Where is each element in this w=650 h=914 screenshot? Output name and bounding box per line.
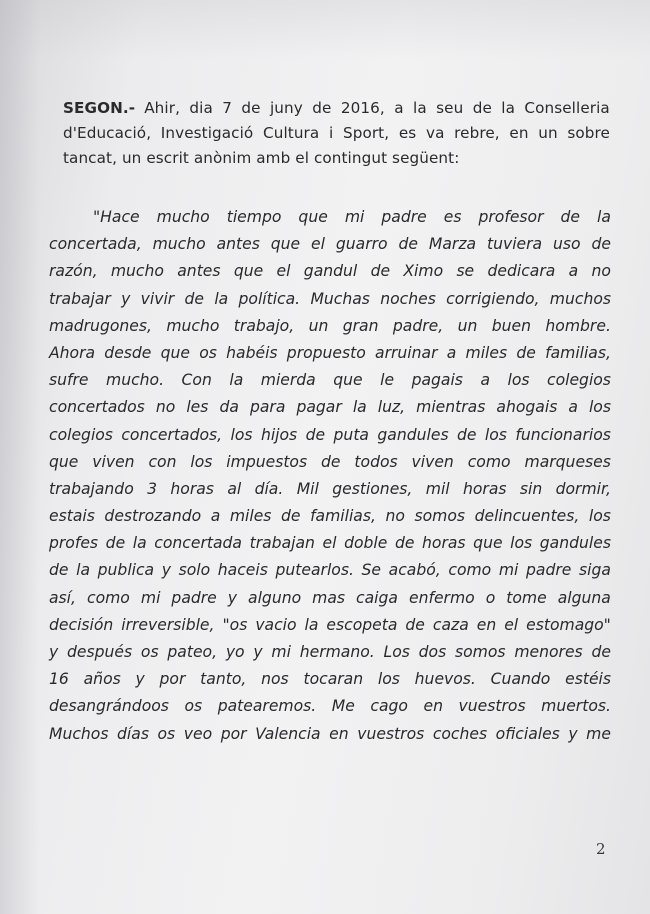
quote-line-20 — [49, 721, 611, 748]
word: Cultura — [263, 124, 320, 142]
word: Valencia — [255, 724, 321, 743]
word: y — [49, 643, 59, 661]
word: gandul — [303, 262, 358, 281]
word: mi — [344, 208, 365, 226]
word: dos — [418, 643, 447, 661]
page-number: 2 — [596, 840, 606, 858]
word: os — [199, 343, 217, 362]
word: y — [135, 670, 145, 689]
word: así, — [49, 588, 76, 607]
word: 16 — [49, 670, 69, 689]
word: publica — [97, 561, 155, 580]
word: el — [311, 235, 325, 254]
word: la — [132, 534, 147, 553]
word: los — [484, 425, 507, 444]
section-heading: SEGON.- — [63, 99, 136, 117]
word: por — [159, 670, 186, 689]
quote-line-2 — [49, 231, 611, 258]
word: enfermo — [408, 588, 475, 607]
word: a — [446, 343, 457, 362]
word: que — [160, 343, 191, 362]
word: Se — [361, 561, 382, 580]
word: y — [161, 561, 171, 580]
word: buen — [491, 316, 532, 335]
word: y — [227, 588, 238, 607]
quote-line-8 — [49, 394, 611, 421]
word: la — [304, 615, 319, 634]
word: de — [591, 643, 611, 661]
word: veo — [183, 724, 213, 743]
word: sobre — [567, 124, 610, 142]
word: a — [568, 398, 578, 417]
word: pagais — [411, 371, 463, 390]
word: tocaran — [303, 670, 364, 689]
intro-line-1-text — [144, 96, 610, 121]
word: dedicara — [487, 262, 556, 281]
intro-paragraph — [63, 96, 610, 171]
word: yo — [225, 643, 245, 661]
word: caza — [432, 615, 469, 634]
word: de — [49, 561, 69, 580]
word: por — [220, 724, 247, 743]
word: la — [214, 289, 229, 308]
word: mas — [312, 588, 346, 607]
word: corrigiendo, — [446, 289, 540, 308]
word: de — [241, 99, 261, 117]
word: gran — [342, 316, 379, 335]
word: el — [504, 615, 519, 634]
word: Ximo — [403, 262, 444, 281]
word: me — [586, 724, 611, 743]
word: tuviera — [486, 235, 543, 254]
quote-line-16 — [49, 612, 611, 639]
word: alguno — [248, 588, 302, 607]
word: años — [83, 670, 121, 689]
word: puta — [333, 425, 369, 444]
word: familias, — [310, 507, 376, 526]
word: después — [67, 643, 133, 661]
word: horas — [462, 479, 507, 498]
word: profes — [49, 534, 99, 553]
word: Ahora — [49, 343, 96, 362]
word: le — [380, 371, 395, 390]
word: los — [588, 507, 611, 526]
word: que — [233, 262, 264, 281]
word: concertada, — [49, 235, 142, 254]
quote-line-13 — [49, 530, 611, 557]
word: en — [423, 697, 443, 716]
quote-line-6 — [49, 340, 611, 367]
word: no — [385, 507, 405, 526]
word: o — [485, 588, 496, 607]
word: hombre. — [545, 316, 611, 335]
word: los — [230, 425, 253, 444]
word: irreversible, — [121, 615, 215, 634]
word: i — [328, 124, 334, 142]
quote-line-14 — [49, 557, 611, 584]
word: oficiales — [495, 724, 560, 743]
word: marqueses — [524, 452, 611, 471]
word: de — [472, 99, 492, 117]
word: y — [253, 643, 263, 661]
word: vuestros — [357, 724, 425, 743]
word: impuestos — [226, 452, 308, 471]
word: para — [249, 398, 286, 417]
word: "os — [222, 615, 248, 634]
word: Los — [383, 643, 410, 661]
word: hijos — [260, 425, 298, 444]
word: da — [219, 398, 239, 417]
word: d'Educació, — [63, 124, 152, 142]
intro-line-1 — [63, 96, 610, 121]
intro-line-2 — [63, 121, 610, 146]
word: que — [49, 452, 79, 471]
word: como — [448, 561, 492, 580]
word: ahogais — [496, 398, 558, 417]
word: estéis — [565, 670, 611, 689]
word: patearemos. — [217, 697, 317, 716]
quote-line-12 — [49, 503, 611, 530]
word: solo — [178, 561, 211, 580]
word: los — [190, 452, 213, 471]
word: juny — [269, 99, 303, 117]
word: Marza — [428, 235, 477, 254]
word: seu — [436, 99, 464, 117]
word: a — [210, 507, 221, 526]
word: profesor — [478, 208, 544, 226]
word: pateo, — [167, 643, 218, 661]
word: un — [308, 316, 329, 335]
word: nos — [261, 670, 289, 689]
word: familias, — [545, 343, 611, 362]
word: un — [457, 316, 478, 335]
word: padre — [526, 561, 572, 580]
word: de — [105, 534, 126, 553]
word: un — [538, 124, 558, 142]
word: habéis — [226, 343, 278, 362]
word: se — [456, 262, 475, 281]
word: al — [227, 479, 242, 498]
word: de — [370, 262, 391, 281]
word: vacio — [255, 615, 297, 634]
word: la — [76, 561, 91, 580]
word: mi — [140, 588, 161, 607]
word: a — [394, 99, 404, 117]
quote-line-11 — [49, 476, 611, 503]
word: como — [467, 452, 511, 471]
word: de — [184, 289, 205, 308]
word: siga — [579, 561, 611, 580]
word: arruinar — [375, 343, 438, 362]
word: mi — [271, 643, 291, 661]
word: es — [443, 208, 462, 226]
word: concertados, — [121, 425, 223, 444]
word: trabajando — [49, 479, 134, 498]
word: delincuentes, — [474, 507, 580, 526]
word: gandules — [377, 425, 449, 444]
word: madrugones, — [49, 316, 152, 335]
word: mucho — [152, 235, 206, 254]
word: la — [597, 208, 611, 226]
word: propuesto — [286, 343, 366, 362]
word: viven — [92, 452, 135, 471]
word: Cuando — [490, 670, 551, 689]
word: gandules — [539, 534, 611, 553]
word: concertada — [154, 534, 242, 553]
word: os — [140, 643, 159, 661]
word: los — [510, 534, 533, 553]
word: vivir — [140, 289, 175, 308]
word: de — [394, 534, 415, 553]
word: de — [405, 615, 425, 634]
word: "Hace — [93, 208, 140, 226]
word: la — [413, 99, 427, 117]
word: gestiones, — [332, 479, 413, 498]
word: mucho — [166, 316, 220, 335]
quote-line-17 — [49, 639, 611, 666]
word: mierda — [260, 371, 316, 390]
word: Conselleria — [524, 99, 610, 117]
word: de — [398, 235, 418, 254]
word: colegios — [547, 371, 611, 390]
word: Me — [331, 697, 355, 716]
word: os — [184, 697, 203, 716]
word: Sport, — [342, 124, 390, 142]
word: tiempo — [226, 208, 282, 226]
word: todos — [354, 452, 398, 471]
word: luz, — [377, 398, 406, 417]
word: somos — [455, 643, 506, 661]
word: vuestros — [458, 697, 526, 716]
word: les — [186, 398, 209, 417]
word: muertos. — [541, 697, 611, 716]
word: horas — [170, 479, 214, 498]
word: desangrándoos — [49, 697, 169, 716]
word: huevos. — [414, 670, 476, 689]
word: como — [87, 588, 130, 607]
word: de — [281, 507, 301, 526]
word: os — [157, 724, 176, 743]
quote-line-1 — [49, 204, 611, 231]
word: los — [377, 670, 400, 689]
word: no — [155, 398, 176, 417]
word: sufre — [49, 371, 89, 390]
word: que — [333, 371, 363, 390]
word: mucho — [110, 262, 164, 281]
word: guarro — [335, 235, 388, 254]
word: caiga — [356, 588, 398, 607]
word: alguna — [557, 588, 611, 607]
word: cago — [370, 697, 408, 716]
word: miles — [229, 507, 272, 526]
word: haceis — [217, 561, 268, 580]
word: tome — [506, 588, 547, 607]
word: Muchas — [310, 289, 370, 308]
word: que — [298, 208, 328, 226]
quote-line-10 — [49, 449, 611, 476]
word: el — [322, 534, 337, 553]
word: trabajar — [49, 289, 111, 308]
word: de — [516, 343, 536, 362]
word: desde — [104, 343, 152, 362]
word: sin — [519, 479, 543, 498]
word: no — [591, 262, 611, 281]
word: hermano. — [299, 643, 375, 661]
word: colegios — [49, 425, 113, 444]
word: rebre, — [454, 124, 500, 142]
word: coches — [432, 724, 488, 743]
word: viven — [411, 452, 454, 471]
word: pagar — [296, 398, 342, 417]
word: noches — [380, 289, 436, 308]
word: los — [507, 371, 530, 390]
word: estomago" — [526, 615, 611, 634]
word: muchos — [549, 289, 611, 308]
word: Mil — [296, 479, 319, 498]
word: en — [329, 724, 349, 743]
intro-line-3: tancat, un escrit anònim amb el contingut següent: — [63, 149, 460, 167]
word: trabajo, — [233, 316, 295, 335]
word: destrozando — [104, 507, 202, 526]
word: que — [473, 534, 503, 553]
quote-line-3 — [49, 258, 611, 285]
word: escopeta — [326, 615, 398, 634]
word: mil — [425, 479, 450, 498]
word: de — [305, 425, 326, 444]
word: Ahir, — [144, 99, 180, 117]
word: putearlos. — [275, 561, 354, 580]
word: la — [229, 371, 244, 390]
word: dia — [189, 99, 213, 117]
word: día. — [254, 479, 284, 498]
word: trabajan — [249, 534, 315, 553]
word: mientras — [416, 398, 486, 417]
word: miles — [465, 343, 508, 362]
word: de — [457, 425, 477, 444]
quote-line-19 — [49, 693, 611, 720]
word: con — [148, 452, 177, 471]
word: Muchos — [49, 724, 109, 743]
word: la — [501, 99, 516, 117]
word: tanto, — [200, 670, 247, 689]
word: dormir, — [555, 479, 611, 498]
word: mucho — [156, 208, 210, 226]
word: y — [121, 289, 131, 308]
word: antes — [177, 262, 221, 281]
quote-line-5 — [49, 313, 611, 340]
word: el — [276, 262, 291, 281]
word: en — [509, 124, 529, 142]
word: y — [568, 724, 578, 743]
word: somos — [414, 507, 466, 526]
quote-line-18 — [49, 666, 611, 693]
quote-line-9 — [49, 422, 611, 449]
word: de — [591, 235, 611, 254]
word: uso — [553, 235, 581, 254]
word: horas — [422, 534, 466, 553]
word: 3 — [147, 479, 158, 498]
word: padre, — [392, 316, 444, 335]
word: días — [117, 724, 149, 743]
quote-line-15 — [49, 585, 611, 612]
word: la — [352, 398, 367, 417]
word: en — [476, 615, 497, 634]
word: mi — [498, 561, 519, 580]
word: estais — [49, 507, 95, 526]
word: de — [321, 452, 341, 471]
word: los — [588, 398, 611, 417]
word: funcionarios — [515, 425, 611, 444]
quote-line-4 — [49, 286, 611, 313]
word: que — [270, 235, 301, 254]
word: 2016, — [340, 99, 385, 117]
word: de — [312, 99, 332, 117]
word: padre — [171, 588, 217, 607]
word: antes — [216, 235, 260, 254]
word: es — [398, 124, 417, 142]
word: a — [480, 371, 490, 390]
word: acabó, — [388, 561, 441, 580]
word: Investigació — [160, 124, 254, 142]
word: menores — [514, 643, 583, 661]
quoted-letter — [49, 204, 611, 748]
word: 7 — [222, 99, 233, 117]
word: decisión — [49, 615, 114, 634]
quote-line-7 — [49, 367, 611, 394]
word: Con — [181, 371, 212, 390]
word: mucho. — [106, 371, 165, 390]
word: padre — [381, 208, 427, 226]
word: concertados — [49, 398, 145, 417]
word: política. — [238, 289, 301, 308]
word: a — [568, 262, 579, 281]
word: doble — [344, 534, 388, 553]
word: de — [560, 208, 581, 226]
word: razón, — [49, 262, 98, 281]
word: va — [425, 124, 445, 142]
